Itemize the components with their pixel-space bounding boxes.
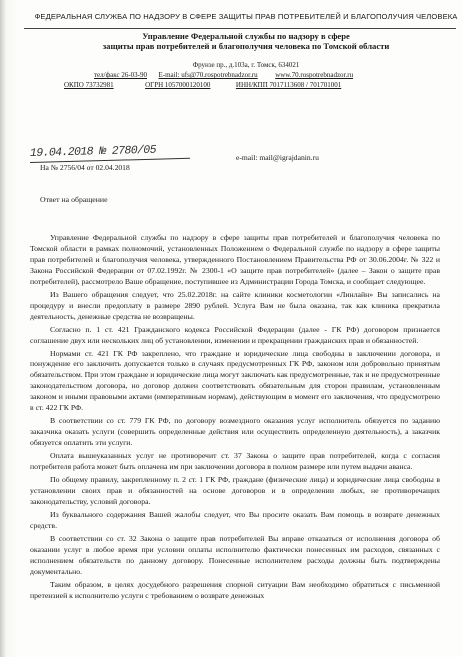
- scan-edge-shadow: [0, 0, 6, 657]
- phone-fax: тел/факс 26-03-90: [94, 71, 147, 79]
- body-paragraph: Нормами ст. 421 ГК РФ закреплено, что граждане и юридические лица свободны в заключении договора, и понуждение его заключить допускается только в случаях предусмотренных ГК РФ, законом или добровольно принятым обязательством. При этом граждане и юридические лица могут заключать как предусмотренные, так и не предусмотренные законодательством договора, но договор должен соответствовать обязательным для сторон правилам, установленным законом и иными правовыми актами (императивным нормам), действующим в момент его заключения, что предусмотрено в ст. 422 ГК РФ.: [30, 348, 440, 413]
- recipient-email: e-mail: mail@igrajdanin.ru: [236, 153, 319, 162]
- body-paragraph: Согласно п. 1 ст. 421 Гражданского кодекса Российской Федерации (далее - ГК РФ) договором признается соглашение двух или нескольких лиц об установлении, изменении и прекращении гражданских прав и обязанностей.: [30, 324, 440, 345]
- office-name-line-1: Управление Федеральной службы по надзору в сфере: [142, 31, 350, 41]
- reply-reference: На № 2756/04 от 02.04.2018: [40, 163, 130, 172]
- office-website-link[interactable]: www.70.rospotrebnadzor.ru: [275, 71, 354, 79]
- body-paragraph: В соответствии со ст. 32 Закона о защите прав потребителей Вы вправе отказаться от исполнения договора об оказании услуг в любое время при условии оплаты исполнителю фактически понесенных им расходов, связанных с исполнением обязательств по данному договору. Понесенные исполнителем расходы должны быть подтверждены документально.: [30, 533, 440, 576]
- body-paragraph: Из Вашего обращения следует, что 25.02.2018г. на сайте клиники косметологии «Линлайн» Вы записались на процедуру и внесли предоплату в размере 2890 рублей. Услуга Вам не была оказана, так как клиника прекратила деятельность, денежные средства не возвращены.: [30, 289, 440, 321]
- body-paragraph: Из буквального содержания Вашей жалобы следует, что Вы просите оказать Вам помощь в возврате денежных средств.: [30, 509, 440, 530]
- handwritten-registration-number: 19.04.2018 № 2780/05: [29, 143, 157, 160]
- agency-name: ФЕДЕРАЛЬНАЯ СЛУЖБА ПО НАДЗОРУ В СФЕРЕ ЗАЩИТЫ ПРАВ ПОТРЕБИТЕЛЕЙ И БЛАГОПОЛУЧИЯ ЧЕЛОВЕКА: [34, 12, 458, 21]
- letter-body: [30, 233, 440, 602]
- contacts-line: [94, 72, 353, 80]
- ogrn-code: ОГРН 1057000120100: [145, 81, 211, 89]
- office-name-line-2: защиты прав потребителей и благополучия человека по Томской области: [102, 41, 390, 52]
- body-paragraph: Оплата вышеуказанных услуг не противоречит ст. 37 Закона о защите прав потребителей, когда с согласия потребителя работа может быть оплачена им при заключении договора в полном размере или путем выдачи аванса.: [30, 451, 440, 472]
- body-paragraph: Управление Федеральной службы по надзору в сфере защиты прав потребителей и благополучия человека по Томской области в рамках полномочий, установленных Положением о Федеральной службе по надзору в сфере защиты прав потребителей и благополучия человека, утвержденного Постановлением Правительства РФ от 30.06.2004г. № 322 и Закона Российской Федерации от 07.02.1992г. № 2300-1 «О защите прав потребителей» (далее – Закон о защите прав потребителей), рассмотрело Ваше обращение, поступившее из Администрации Города Томска, и сообщает следующее.: [30, 233, 440, 286]
- office-email-link[interactable]: E-mail: ufs@70.rospotrebnadzor.ru: [158, 71, 258, 79]
- body-paragraph: По общему правилу, закрепленному п. 2 ст. 1 ГК РФ, граждане (физические лица) и юридические лица свободны в установлении своих прав и обязанностей на основе договоров и в определении любых, не противоречащих законодательству, условий договора.: [30, 475, 440, 506]
- inn-kpp-code: ИНН/КПП 7017113608 / 701701001: [235, 81, 342, 89]
- okpo-code: ОКПО 73732981: [64, 81, 114, 89]
- body-paragraph: В соответствии со ст. 779 ГК РФ, по договору возмездного оказания услуг исполнитель обязуется по заданию заказчика оказать услуги (совершить определенные действия или осуществить определенную деятельность), а заказчик обязуется оплатить эти услуги.: [30, 416, 440, 448]
- header-divider: [24, 28, 456, 29]
- office-address: Фрунзе пр., д.103а, г. Томск, 634021: [192, 61, 300, 69]
- office-name: [30, 31, 462, 52]
- body-paragraph: Таким образом, в целях досудебного разрешения спорной ситуации Вам необходимо обратиться с письменной претензией к исполнителю услуги с требованием о возврате денежных: [30, 579, 440, 600]
- letter-subject: Ответ на обращение: [40, 195, 108, 204]
- registry-ids: [64, 82, 341, 90]
